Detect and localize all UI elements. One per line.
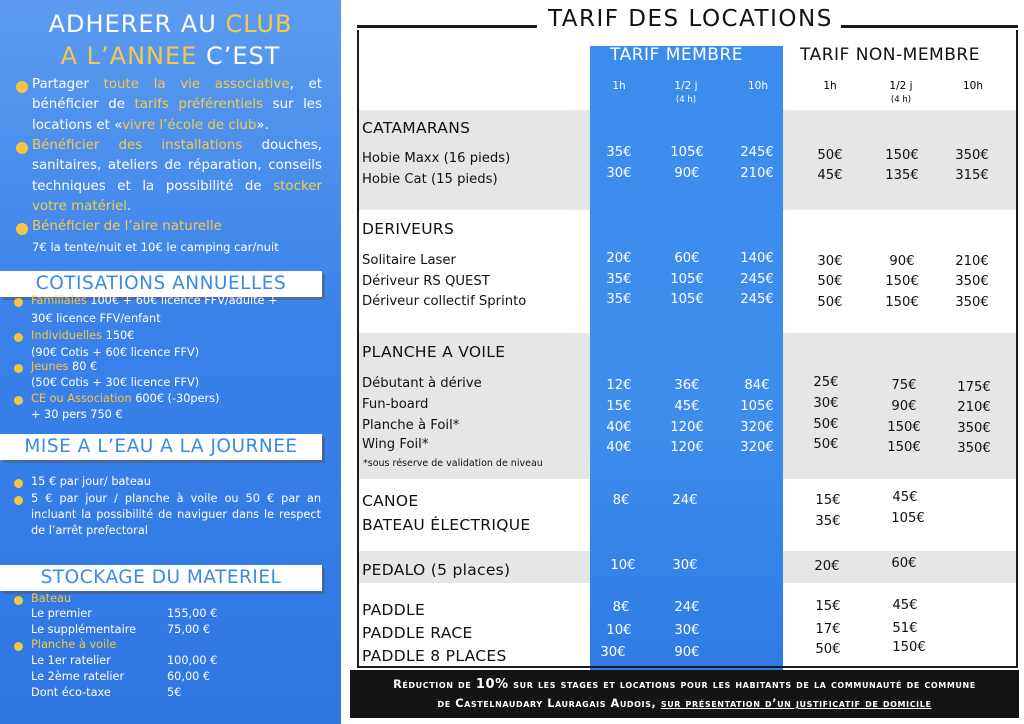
duration-1h: 1h [823,80,837,92]
price-cell: 17€ [815,622,841,637]
section-paddle: PADDLE [362,601,426,619]
cotisation-jeunes-detail: (50€ Cotis + 30€ licence FFV) [31,376,200,389]
price-cell: 320€ [740,420,774,435]
item-label: Fun-board [362,397,429,412]
panel-title-line2: A L’ANNEE C’EST [60,42,281,70]
price-cell: 245€ [740,292,774,307]
cotisation-individuelles-detail: (90€ Cotis + 60€ licence FFV) [31,346,200,359]
section-catamarans: CATAMARANS [362,119,471,137]
section-deriveurs: DERIVEURS [362,220,455,238]
price-cell: 315€ [955,168,989,183]
price-cell: 150€ [892,640,926,655]
price-cell: 350€ [957,421,991,436]
duration-half-day: 1/2 j [889,80,913,92]
item-label: Solitaire Laser [362,253,456,268]
price-cell: 90€ [674,166,700,181]
mise-a-leau-bateau: 15 € par jour/ bateau [31,475,151,488]
price-cell: 350€ [955,295,989,310]
price-cell: 10€ [610,558,636,573]
price-cell: 50€ [817,274,843,289]
bullet-icon [16,142,28,154]
bullet-icon [14,642,23,651]
price-cell: 245€ [740,145,774,160]
non-member-header: TARIF NON-MEMBRE [800,45,980,65]
section-pedalo: PEDALO (5 places) [362,561,511,579]
price-cell: 15€ [815,599,841,614]
bullet-icon [14,396,23,405]
price-cell: 245€ [740,272,774,287]
price-cell: 45€ [674,399,700,414]
stockage-price: 60,00 € [167,670,211,683]
price-cell: 210€ [955,254,989,269]
stockage-planche-label: Planche à voile [31,638,117,651]
price-cell: 150€ [887,440,921,455]
section-paddle-8: PADDLE 8 PLACES [362,647,507,665]
cotisation-ce: CE ou Association 600€ (-30pers) [31,392,220,405]
price-cell: 45€ [892,598,918,613]
price-cell: 84€ [744,378,770,393]
price-cell: 36€ [674,378,700,393]
price-cell: 35€ [606,292,632,307]
price-cell: 8€ [612,493,630,508]
title-rule [357,25,537,28]
item-label: Wing Foil* [362,437,429,452]
price-cell: 50€ [817,295,843,310]
price-cell: 25€ [813,375,839,390]
price-cell: 140€ [740,251,774,266]
price-cell: 60€ [891,556,917,571]
price-cell: 40€ [606,420,632,435]
price-cell: 35€ [606,272,632,287]
price-cell: 150€ [887,420,921,435]
price-cell: 45€ [892,490,918,505]
price-cell: 20€ [606,251,632,266]
price-cell: 50€ [817,148,843,163]
benefit-paragraph-1: Partager toute la vie associative, et bénéficier de tarifs préférentiels sur les locations et «vivre l’école de club». [32,77,322,133]
duration-half-day: 1/2 j [674,80,698,92]
page-title: TARIF DES LOCATIONS [540,6,841,32]
discount-footer [350,670,1019,718]
section-canoe: CANOE [362,492,419,510]
price-cell: 50€ [815,642,841,657]
price-cell: 50€ [813,417,839,432]
cotisation-familiales: Familiales 100€ + 60€ licence FFV/adulte + [31,294,278,307]
item-label: Dériveur RS QUEST [362,274,490,289]
duration-10h: 10h [747,80,768,92]
cotisation-individuelles: Individuelles 150€ [31,329,135,342]
price-cell: 15€ [815,493,841,508]
footer-line1: Réduction de 10% sur les stages et locations pour les habitants de la communauté de commune [393,677,976,692]
mise-a-leau-heading: MISE A L’EAU A LA JOURNEE [0,434,322,460]
bullet-icon [14,479,23,488]
price-cell: 90€ [889,254,915,269]
price-cell: 150€ [885,295,919,310]
footer-line2: de Castelnaudary Lauragais Audois, sur présentation d’un justificatif de domicile [437,697,932,710]
item-label: Dériveur collectif Sprinto [362,294,527,309]
benefit-paragraph-2: Bénéficier des installations douches, sanitaires, ateliers de réparation, conseils techniques et la possibilité de stocker votre matériel. [32,138,322,214]
section-bateau-electrique: BATEAU ÉLECTRIQUE [362,516,531,534]
member-header: TARIF MEMBRE [610,45,743,65]
price-cell: 350€ [957,441,991,456]
price-cell: 20€ [814,559,840,574]
stockage-price: 75,00 € [167,623,211,636]
panel-title-line1: ADHERER AU CLUB [48,10,293,38]
price-cell: 105€ [891,511,925,526]
price-cell: 8€ [612,600,630,615]
stockage-bateau-label: Bateau [31,592,72,605]
price-cell: 12€ [606,378,632,393]
price-cell: 50€ [813,437,839,452]
duration-half-day-note: (4 h) [675,95,697,105]
price-cell: 30€ [600,645,626,660]
price-cell: 175€ [957,380,991,395]
price-cell: 120€ [670,420,704,435]
bullet-icon [16,81,28,93]
price-cell: 45€ [817,168,843,183]
cotisation-ce-detail: + 30 pers 750 € [31,408,123,421]
price-cell: 210€ [957,400,991,415]
price-cell: 30€ [813,396,839,411]
price-cell: 90€ [891,399,917,414]
price-cell: 24€ [674,600,700,615]
price-cell: 15€ [606,399,632,414]
cotisation-jeunes: Jeunes 80 € [31,360,98,373]
price-cell: 105€ [740,399,774,414]
price-cell: 90€ [674,645,700,660]
duration-1h: 1h [612,80,626,92]
duration-10h: 10h [962,80,983,92]
cotisations-heading: COTISATIONS ANNUELLES [0,271,322,297]
stockage-row: Le premier [31,607,92,620]
stockage-price: 5€ [167,686,182,699]
price-cell: 30€ [672,558,698,573]
price-cell: 51€ [892,621,918,636]
price-cell: 24€ [672,493,698,508]
foil-note: *sous réserve de validation de niveau [363,458,543,469]
stockage-row: Le 2ème ratelier [31,670,125,683]
stockage-price: 100,00 € [167,654,218,667]
price-cell: 10€ [606,623,632,638]
benefit-paragraph-3: Bénéficier de l’aire naturelle [32,219,222,234]
price-cell: 350€ [955,148,989,163]
item-label: Planche à Foil* [362,418,460,433]
price-cell: 75€ [891,378,917,393]
bullet-icon [16,223,28,235]
price-cell: 350€ [955,274,989,289]
bullet-icon [14,298,23,307]
title-rule [830,25,1018,28]
price-cell: 150€ [885,148,919,163]
price-cell: 105€ [670,145,704,160]
price-cell: 210€ [740,166,774,181]
membership-panel [0,0,341,724]
price-cell: 40€ [606,440,632,455]
price-cell: 135€ [885,168,919,183]
bullet-icon [14,364,23,373]
duration-half-day-note: (4 h) [890,95,912,105]
aire-detail: 7€ la tente/nuit et 10€ le camping car/nuit [32,240,279,254]
price-cell: 30€ [817,254,843,269]
price-cell: 320€ [740,440,774,455]
cotisation-familiales-detail: 30€ licence FFV/enfant [31,312,161,325]
price-cell: 150€ [885,274,919,289]
price-cell: 30€ [606,166,632,181]
item-label: Hobie Cat (15 pieds) [362,172,498,187]
stockage-row: Le supplémentaire [31,623,137,636]
price-cell: 105€ [670,292,704,307]
price-cell: 120€ [670,440,704,455]
stockage-price: 155,00 € [167,607,218,620]
stockage-heading: STOCKAGE DU MATERIEL [0,565,322,591]
stockage-row: Dont éco-taxe [31,686,111,699]
price-cell: 35€ [606,145,632,160]
price-cell: 60€ [674,251,700,266]
price-cell: 105€ [670,272,704,287]
bullet-icon [14,496,23,505]
price-cell: 30€ [674,623,700,638]
stockage-row: Le 1er ratelier [31,654,111,667]
bullet-icon [14,596,23,605]
section-paddle-race: PADDLE RACE [362,624,473,642]
mise-a-leau-planche: 5 € par jour / planche à voile ou 50 € par an incluant la possibilité de naviguer dans le respect de l’arrêt prefectoral [31,492,321,537]
bullet-icon [14,333,23,342]
item-label: Débutant à dérive [362,376,482,391]
section-planche: PLANCHE A VOILE [362,343,506,361]
price-cell: 35€ [815,514,841,529]
item-label: Hobie Maxx (16 pieds) [362,151,511,166]
